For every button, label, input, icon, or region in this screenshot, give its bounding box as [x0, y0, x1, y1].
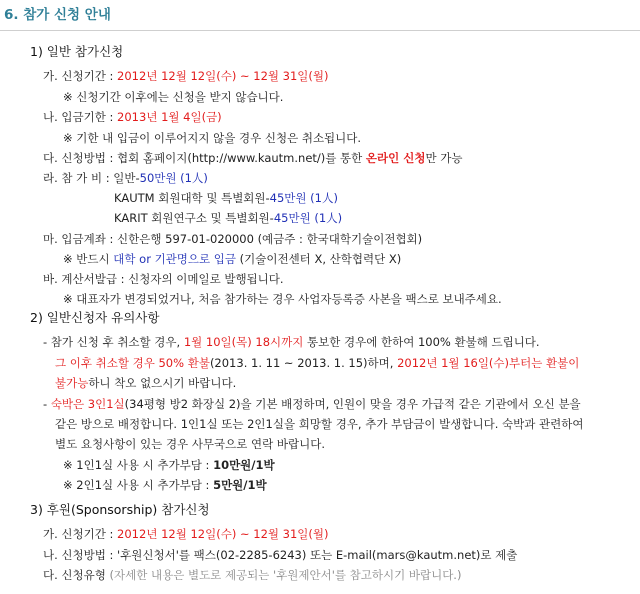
s2-bullet1-line1	[43, 333, 540, 351]
s2-note-single	[63, 456, 275, 474]
s2-b1l3-post: 하니 착오 없으시기 바랍니다.	[88, 376, 237, 390]
s1-account-note-mid: or	[135, 252, 155, 266]
s1-period-value: 2012년 12월 12일(수) ~ 12월 31일(월)	[117, 69, 329, 83]
title-divider	[0, 30, 640, 31]
s2-bullet2-line3: 별도 요청사항이 있는 경우 사무국으로 연락 바랍니다.	[55, 437, 325, 451]
s1-fee2-label: KAUTM 회원대학 및 특별회원-	[114, 191, 270, 205]
s2-b1l3-red: 불가능	[55, 376, 89, 390]
page-title: 6. 참가 신청 안내	[4, 7, 111, 23]
s1-fee-label: 라. 참 가 비 : 일반-	[43, 171, 140, 185]
s1-deadline-row	[43, 108, 222, 126]
s1-account-row: 마. 입금계좌 : 신한은행 597-01-020000 (예금주 : 한국대학기술이전협회)	[43, 232, 423, 246]
s1-method-post: 만 가능	[425, 151, 463, 165]
s2-bullet2-line1	[43, 395, 581, 413]
s3-type-note: (자세한 내용은 별도로 제공되는 '후원제안서'를 참고하시기 바랍니다.)	[109, 568, 462, 582]
s1-deadline-value: 2013년 1월 4일(금)	[117, 110, 222, 124]
s1-fee3-label: KARIT 회원연구소 및 특별회원-	[114, 211, 274, 225]
s3-period-row	[43, 525, 328, 543]
s3-method-row: 나. 신청방법 : '후원신청서'를 팩스(02-2285-6243) 또는 E-mail(mars@kautm.net)로 제출	[43, 548, 518, 562]
s2-bullet1-line3	[55, 374, 236, 392]
s1-invoice-row: 바. 계산서발급 : 신청자의 이메일로 발행됩니다.	[43, 272, 284, 286]
s1-method-row	[43, 149, 462, 167]
s2-b1-red: 1월 10일(목) 18시까지	[183, 335, 304, 349]
s3-period-label: 가. 신청기간 :	[43, 527, 118, 541]
s1-method-pre: 다. 신청방법 : 협회 홈페이지(http://www.kautm.net/)를 통한	[43, 151, 366, 165]
s2-b1l2-mid: (2013. 1. 11 ~ 2013. 1. 15)하며,	[209, 356, 398, 370]
s3-type-row	[43, 566, 461, 584]
s3-period-value: 2012년 12월 12일(수) ~ 12월 31일(월)	[117, 527, 329, 541]
s3-type-label: 다. 신청유형	[43, 568, 110, 582]
s1-fee3-value: 45만원 (1人)	[273, 211, 343, 225]
s1-fee-value: 50만원 (1人)	[139, 171, 208, 185]
s1-account-note	[63, 250, 401, 268]
s2-b1-post: 통보한 경우에 한하여 100% 환불해 드립니다.	[303, 335, 540, 349]
s1-method-highlight: 온라인 신청	[365, 151, 426, 165]
s2-n2-label: ※ 2인1실 사용 시 추가부담 :	[63, 478, 214, 492]
s1-fee-row2	[114, 189, 338, 207]
s2-note-double	[63, 476, 267, 494]
s2-b2-red: 숙박은 3인1실	[50, 397, 125, 411]
s1-period-row	[43, 67, 328, 85]
s1-account-note-hl1: 대학	[113, 252, 136, 266]
s2-b2-post: (34평형 방2 화장실 2)을 기본 배정하며, 인원이 맞을 경우 가급적 같은 기관에서 오신 분을	[124, 397, 581, 411]
s1-account-note-hl2: 기관명으로 입금	[154, 252, 236, 266]
s1-fee2-value: 45만원 (1人)	[269, 191, 338, 205]
s2-b2-pre: -	[43, 397, 51, 411]
section3-heading: 3) 후원(Sponsorship) 참가신청	[30, 502, 210, 517]
s1-fee-row	[43, 169, 208, 187]
s2-b1-pre: - 참가 신청 후 취소할 경우,	[43, 335, 184, 349]
s2-bullet2-line2: 같은 방으로 배정합니다. 1인1실 또는 2인1실을 희망할 경우, 추가 부담금이 발생합니다. 숙박과 관련하여	[55, 417, 584, 431]
s2-b1l2-red1: 그 이후 취소할 경우 50% 환불	[55, 356, 210, 370]
section2-heading: 2) 일반신청자 유의사항	[30, 310, 160, 325]
s2-n2-value: 5만원/1박	[213, 478, 267, 492]
s1-deadline-label: 나. 입금기한 :	[43, 110, 118, 124]
s2-b1l2-red2: 2012년 1월 16일(수)부터는 환불이	[397, 356, 580, 370]
s1-period-label: 가. 신청기간 :	[43, 69, 118, 83]
s2-n1-value: 10만원/1박	[213, 458, 275, 472]
s2-bullet1-line2	[55, 354, 579, 372]
s1-account-note-pre: ※ 반드시	[63, 252, 114, 266]
s1-fee-row3	[114, 209, 342, 227]
s2-n1-label: ※ 1인1실 사용 시 추가부담 :	[63, 458, 214, 472]
s1-account-note-post: (기술이전센터 X, 산학협력단 X)	[236, 252, 402, 266]
s1-deadline-note: ※ 기한 내 입금이 이루어지지 않을 경우 신청은 취소됩니다.	[63, 131, 362, 145]
section1-heading: 1) 일반 참가신청	[30, 44, 124, 59]
s1-period-note: ※ 신청기간 이후에는 신청을 받지 않습니다.	[63, 90, 284, 104]
s1-invoice-note: ※ 대표자가 변경되었거나, 처음 참가하는 경우 사업자등록증 사본을 팩스로 보내주세요.	[63, 292, 502, 306]
